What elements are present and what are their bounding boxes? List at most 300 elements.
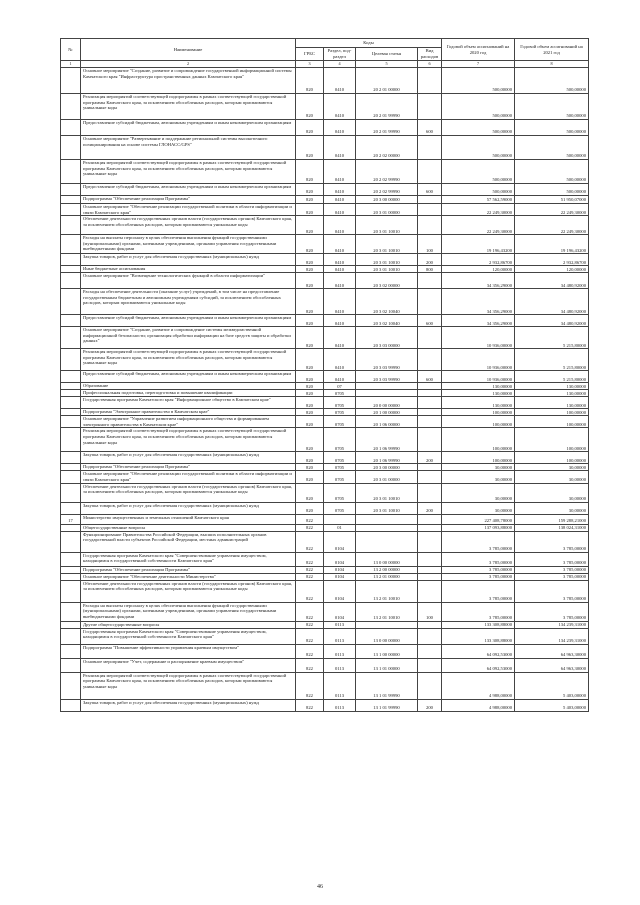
row-expense-type-code: [418, 628, 442, 644]
row-target-article-code: 13 1 01 99990: [356, 699, 418, 711]
row-name: Реализация мероприятий соответствующей подпрограммы в рамках соответствующей государственной программы Камчатского края, за исключением обособленных расходов, которым присваиваются уникальные коды: [81, 94, 296, 120]
row-number: [61, 531, 81, 552]
row-expense-type-code: [418, 552, 442, 566]
row-target-article-code: 20 2 01 99990: [356, 94, 418, 120]
row-target-article-code: 20 3 01 10010: [356, 483, 418, 502]
row-grbs-code: 820: [296, 327, 324, 349]
row-amount-2021: 120,00000: [515, 266, 589, 273]
row-number: [61, 566, 81, 573]
table-row: [61, 315, 589, 327]
row-amount-2021: 2 932,86700: [515, 254, 589, 266]
row-number: [61, 502, 81, 514]
row-razdel-code: 0410: [324, 94, 356, 120]
row-target-article-code: 20 3 00 00000: [356, 196, 418, 204]
row-razdel-code: 0410: [324, 289, 356, 315]
row-target-article-code: 20 2 02 99990: [356, 160, 418, 184]
row-number: [61, 452, 81, 464]
row-razdel-code: 0410: [324, 184, 356, 196]
row-number: [61, 160, 81, 184]
row-target-article-code: 13 1 01 00000: [356, 658, 418, 672]
row-grbs-code: 820: [296, 204, 324, 216]
row-target-article-code: [356, 390, 418, 397]
row-razdel-code: 0705: [324, 452, 356, 464]
row-razdel-code: 0410: [324, 371, 356, 383]
row-target-article-code: 20 3 01 00000: [356, 204, 418, 216]
column-index: 6: [418, 61, 442, 68]
row-expense-type-code: [418, 471, 442, 483]
table-row: [61, 464, 589, 471]
row-number: [61, 68, 81, 94]
row-grbs-code: 820: [296, 409, 324, 416]
row-amount-2021: 500,00000: [515, 184, 589, 196]
row-grbs-code: 820: [296, 428, 324, 452]
row-name: Закупка товаров, работ и услуг для обеспечения государственных (муниципальных) нужд: [81, 254, 296, 266]
row-name: Закупка товаров, работ и услуг для обеспечения государственных (муниципальных) нужд: [81, 699, 296, 711]
row-grbs-code: 820: [296, 349, 324, 371]
row-target-article-code: [356, 531, 418, 552]
row-number: [61, 266, 81, 273]
row-amount-2021: 30,00000: [515, 502, 589, 514]
row-name: Основное мероприятие "Обеспечение реализации государственной политики в области информатизации и связи Камчатского края": [81, 204, 296, 216]
row-expense-type-code: 100: [418, 602, 442, 621]
row-target-article-code: 20 3 00 00000: [356, 464, 418, 471]
row-number: [61, 94, 81, 120]
row-target-article-code: 13 1 01 99990: [356, 672, 418, 699]
row-amount-2020: 64 092,53000: [442, 658, 515, 672]
row-amount-2020: 34 356,29000: [442, 315, 515, 327]
row-amount-2020: 4 988,00000: [442, 699, 515, 711]
row-amount-2020: 10 936,00000: [442, 349, 515, 371]
column-index: 8: [515, 61, 589, 68]
table-row: [61, 514, 589, 524]
row-grbs-code: 820: [296, 371, 324, 383]
table-row: [61, 699, 589, 711]
row-expense-type-code: 200: [418, 452, 442, 464]
row-target-article-code: 20 3 03 99990: [356, 349, 418, 371]
row-amount-2020: 120,00000: [442, 266, 515, 273]
row-grbs-code: 820: [296, 254, 324, 266]
table-row: [61, 390, 589, 397]
row-target-article-code: 20 1 00 00000: [356, 409, 418, 416]
row-name: Предоставление субсидий бюджетным, автономным учреждениям и иным некоммерческим организациям: [81, 120, 296, 136]
row-amount-2020: 30,00000: [442, 502, 515, 514]
row-amount-2020: 34 356,29000: [442, 273, 515, 289]
row-expense-type-code: [418, 621, 442, 628]
row-amount-2020: 500,00000: [442, 120, 515, 136]
row-number: [61, 416, 81, 428]
row-amount-2021: 500,00000: [515, 68, 589, 94]
row-name: Реализация мероприятий соответствующей подпрограммы в рамках соответствующей государственной программы Камчатского края, за исключением обособленных расходов, которым присваиваются уникальные коды: [81, 672, 296, 699]
row-number: [61, 552, 81, 566]
row-number: [61, 327, 81, 349]
table-row: [61, 397, 589, 409]
row-target-article-code: [356, 621, 418, 628]
header-expense-type: Вид расходов: [418, 48, 442, 61]
row-amount-2021: 34 480,92000: [515, 315, 589, 327]
row-number: [61, 644, 81, 658]
row-expense-type-code: [418, 94, 442, 120]
row-expense-type-code: [418, 483, 442, 502]
row-expense-type-code: 200: [418, 699, 442, 711]
row-razdel-code: 0705: [324, 409, 356, 416]
row-expense-type-code: [418, 383, 442, 390]
row-name: Основное мероприятие "Создание, развитие и сопровождение системы межведомственной информационной безопасности; организация обработки информации на базе средств защиты и обработки данных": [81, 327, 296, 349]
table-row: [61, 602, 589, 621]
row-amount-2021: 22 249,30000: [515, 216, 589, 235]
row-name: Реализация мероприятий соответствующей подпрограммы в рамках соответствующей государственной программы Камчатского края, за исключением обособленных расходов, которым присваиваются уникальные коды: [81, 160, 296, 184]
row-name: Расходы на выплаты персоналу в целях обеспечения выполнения функций государственными (муниципальными) органами, казенными учреждениями, органами управления государственными внебюджетными фондами: [81, 602, 296, 621]
row-amount-2020: 130,00000: [442, 390, 515, 397]
row-expense-type-code: [418, 573, 442, 580]
table-row: [61, 68, 589, 94]
row-target-article-code: 13 2 00 00000: [356, 566, 418, 573]
row-expense-type-code: [418, 390, 442, 397]
row-expense-type-code: [418, 136, 442, 160]
table-row: [61, 531, 589, 552]
row-razdel-code: 0410: [324, 273, 356, 289]
row-target-article-code: 20 1 06 00000: [356, 416, 418, 428]
table-row: [61, 273, 589, 289]
row-number: [61, 464, 81, 471]
row-grbs-code: 820: [296, 315, 324, 327]
row-amount-2021: 5 215,80000: [515, 349, 589, 371]
table-row: [61, 235, 589, 254]
row-grbs-code: 822: [296, 658, 324, 672]
row-amount-2020: 133 308,88000: [442, 621, 515, 628]
table-row: [61, 658, 589, 672]
row-number: [61, 580, 81, 602]
table-row: [61, 409, 589, 416]
row-grbs-code: 820: [296, 160, 324, 184]
row-number: [61, 699, 81, 711]
row-amount-2020: 500,00000: [442, 160, 515, 184]
row-name: Основное мероприятие "Развертывание и поддержание региональной системы высокоточного позиционирования на основе системы ГЛОНАСС/GPS": [81, 136, 296, 160]
row-amount-2020: 100,00000: [442, 416, 515, 428]
row-amount-2020: 100,00000: [442, 428, 515, 452]
row-amount-2021: 51 950,07000: [515, 196, 589, 204]
row-number: [61, 371, 81, 383]
row-number: [61, 136, 81, 160]
row-razdel-code: 0113: [324, 628, 356, 644]
row-amount-2020: 30,00000: [442, 464, 515, 471]
table-row: [61, 204, 589, 216]
column-index: 4: [324, 61, 356, 68]
row-number: [61, 658, 81, 672]
row-grbs-code: 820: [296, 483, 324, 502]
row-amount-2021: 134 239,31000: [515, 621, 589, 628]
row-expense-type-code: [418, 397, 442, 409]
column-index: 1: [61, 61, 81, 68]
row-grbs-code: 820: [296, 235, 324, 254]
row-razdel-code: 0104: [324, 580, 356, 602]
row-razdel-code: 01: [324, 524, 356, 531]
row-razdel-code: 0113: [324, 699, 356, 711]
row-razdel-code: 0410: [324, 254, 356, 266]
row-grbs-code: 822: [296, 573, 324, 580]
table-row: [61, 94, 589, 120]
table-row: [61, 349, 589, 371]
row-razdel-code: 0705: [324, 397, 356, 409]
row-amount-2021: 5 403,00000: [515, 672, 589, 699]
row-grbs-code: 820: [296, 502, 324, 514]
row-amount-2021: 134 239,31000: [515, 628, 589, 644]
table-row: [61, 621, 589, 628]
row-amount-2021: 130,00000: [515, 397, 589, 409]
row-expense-type-code: [418, 273, 442, 289]
row-amount-2021: 64 963,30000: [515, 658, 589, 672]
row-target-article-code: [356, 383, 418, 390]
row-number: [61, 184, 81, 196]
row-amount-2020: 3 785,00000: [442, 552, 515, 566]
row-number: [61, 254, 81, 266]
row-number: [61, 349, 81, 371]
row-name: Предоставление субсидий бюджетным, автономным учреждениям и иным некоммерческим организациям: [81, 184, 296, 196]
row-razdel-code: 0705: [324, 464, 356, 471]
row-name: Закупка товаров, работ и услуг для обеспечения государственных (муниципальных) нужд: [81, 502, 296, 514]
row-expense-type-code: 600: [418, 184, 442, 196]
row-razdel-code: 0705: [324, 471, 356, 483]
row-amount-2020: 3 785,00000: [442, 580, 515, 602]
row-name: Государственная программа Камчатского края "Совершенствование управления имуществом, находящимся в государственной собственности Камчатского края": [81, 552, 296, 566]
row-amount-2021: 100,00000: [515, 409, 589, 416]
row-number: [61, 120, 81, 136]
row-number: [61, 428, 81, 452]
row-expense-type-code: [418, 464, 442, 471]
row-amount-2020: 500,00000: [442, 68, 515, 94]
table-body: [61, 68, 589, 712]
row-name: Реализация мероприятий соответствующей подпрограммы в рамках соответствующей государственной программы Камчатского края, за исключением обособленных расходов, которым присваиваются уникальные коды: [81, 349, 296, 371]
row-amount-2021: 100,00000: [515, 428, 589, 452]
row-razdel-code: 0113: [324, 644, 356, 658]
table-row: [61, 483, 589, 502]
table-row: [61, 502, 589, 514]
column-index: 5: [356, 61, 418, 68]
row-razdel-code: 0410: [324, 196, 356, 204]
row-target-article-code: 13 1 00 00000: [356, 644, 418, 658]
row-name: Расходы на выплаты персоналу в целях обеспечения выполнения функций государственными (муниципальными) органами, казенными учреждениями, органами управления государственными внебюджетными фондами: [81, 235, 296, 254]
row-name: Подпрограмма "Повышение эффективности управления краевым имуществом": [81, 644, 296, 658]
row-grbs-code: 822: [296, 580, 324, 602]
table-row: [61, 383, 589, 390]
row-grbs-code: 822: [296, 628, 324, 644]
row-grbs-code: 822: [296, 552, 324, 566]
row-number: [61, 390, 81, 397]
row-grbs-code: 822: [296, 699, 324, 711]
row-expense-type-code: [418, 428, 442, 452]
budget-table: [60, 38, 589, 712]
row-name: Обеспечение деятельности государственных органов власти (государственных органов) Камчатского края, за исключением обособленных расходов, которым присваиваются уникальные коды: [81, 216, 296, 235]
row-expense-type-code: 100: [418, 235, 442, 254]
row-razdel-code: 0410: [324, 216, 356, 235]
row-number: [61, 483, 81, 502]
row-target-article-code: 20 3 01 10010: [356, 254, 418, 266]
row-name: Закупка товаров, работ и услуг для обеспечения государственных (муниципальных) нужд: [81, 452, 296, 464]
row-target-article-code: 20 2 02 99990: [356, 184, 418, 196]
row-grbs-code: 820: [296, 68, 324, 94]
row-expense-type-code: [418, 327, 442, 349]
column-index: 2: [81, 61, 296, 68]
row-razdel-code: 0104: [324, 552, 356, 566]
row-razdel-code: 0410: [324, 204, 356, 216]
row-amount-2020: 3 785,00000: [442, 602, 515, 621]
row-grbs-code: 820: [296, 94, 324, 120]
row-target-article-code: 20 0 00 00000: [356, 397, 418, 409]
row-number: [61, 621, 81, 628]
table-row: [61, 573, 589, 580]
row-target-article-code: 20 3 01 10010: [356, 502, 418, 514]
table-row: [61, 136, 589, 160]
row-amount-2021: 500,00000: [515, 94, 589, 120]
row-grbs-code: 820: [296, 452, 324, 464]
row-target-article-code: 13 2 01 00000: [356, 573, 418, 580]
row-expense-type-code: [418, 349, 442, 371]
row-amount-2021: 34 480,92000: [515, 289, 589, 315]
row-name: Предоставление субсидий бюджетным, автономным учреждениям и иным некоммерческим организациям: [81, 315, 296, 327]
row-grbs-code: 820: [296, 289, 324, 315]
row-number: [61, 524, 81, 531]
row-target-article-code: 20 2 01 99990: [356, 120, 418, 136]
row-target-article-code: [356, 524, 418, 531]
table-row: [61, 120, 589, 136]
row-number: [61, 235, 81, 254]
row-amount-2020: 133 308,88000: [442, 628, 515, 644]
row-target-article-code: 20 1 06 99990: [356, 428, 418, 452]
row-amount-2020: 3 785,00000: [442, 573, 515, 580]
table-row: [61, 266, 589, 273]
column-index: 3: [296, 61, 324, 68]
row-amount-2021: 159 288,21000: [515, 514, 589, 524]
row-amount-2020: 10 936,00000: [442, 371, 515, 383]
row-expense-type-code: [418, 644, 442, 658]
row-razdel-code: 0410: [324, 349, 356, 371]
row-grbs-code: 822: [296, 514, 324, 524]
row-expense-type-code: [418, 160, 442, 184]
row-amount-2021: 30,00000: [515, 483, 589, 502]
row-amount-2021: 130,00000: [515, 383, 589, 390]
row-number: [61, 196, 81, 204]
row-number: [61, 409, 81, 416]
row-razdel-code: 0705: [324, 390, 356, 397]
row-expense-type-code: [418, 566, 442, 573]
row-target-article-code: 20 3 02 10040: [356, 289, 418, 315]
table-row: [61, 644, 589, 658]
row-expense-type-code: 200: [418, 254, 442, 266]
row-name: Образование: [81, 383, 296, 390]
row-name: Реализация мероприятий соответствующей подпрограммы в рамках соответствующей государственной программы Камчатского края, за исключением обособленных расходов, которым присваиваются уникальные коды: [81, 428, 296, 452]
row-amount-2021: 22 249,30000: [515, 204, 589, 216]
column-index: 7: [442, 61, 515, 68]
row-number: 17: [61, 514, 81, 524]
row-amount-2020: 3 785,00000: [442, 531, 515, 552]
row-amount-2021: 500,00000: [515, 136, 589, 160]
row-expense-type-code: 600: [418, 315, 442, 327]
header-num: №: [61, 39, 81, 61]
row-amount-2020: 130,00000: [442, 383, 515, 390]
row-target-article-code: 20 3 02 00000: [356, 273, 418, 289]
row-grbs-code: 822: [296, 566, 324, 573]
row-razdel-code: 07: [324, 383, 356, 390]
row-name: Профессиональная подготовка, переподготовка и повышение квалификации: [81, 390, 296, 397]
row-grbs-code: 822: [296, 621, 324, 628]
header-codes: Коды: [296, 39, 442, 48]
row-target-article-code: 13 0 00 00000: [356, 552, 418, 566]
row-amount-2020: 10 936,00000: [442, 327, 515, 349]
row-name: Другие общегосударственные вопросы: [81, 621, 296, 628]
table-row: [61, 566, 589, 573]
row-amount-2020: 500,00000: [442, 136, 515, 160]
header-year-2020: Годовой объем ассигнований на 2020 год: [442, 39, 515, 61]
row-amount-2021: 130,00000: [515, 390, 589, 397]
row-amount-2021: 100,00000: [515, 416, 589, 428]
row-target-article-code: 20 3 01 00000: [356, 471, 418, 483]
row-name: Министерство имущественных и земельных отношений Камчатского края: [81, 514, 296, 524]
row-amount-2021: 30,00000: [515, 471, 589, 483]
table-row: [61, 160, 589, 184]
row-amount-2020: 19 196,43200: [442, 235, 515, 254]
row-target-article-code: 20 2 02 00000: [356, 136, 418, 160]
row-amount-2021: 34 480,92000: [515, 273, 589, 289]
row-name: Основное мероприятие "Возмещение технологических функций в области информатизации": [81, 273, 296, 289]
header-year-2021: Годовой объем ассигнований на 2021 год: [515, 39, 589, 61]
row-amount-2021: 138 024,31000: [515, 524, 589, 531]
row-razdel-code: [324, 514, 356, 524]
row-name: Основное мероприятие "Создание, развитие и сопровождение государственной информационной системы Камчатского края "Инфраструктура пространственных данных Камчатского края": [81, 68, 296, 94]
row-number: [61, 602, 81, 621]
row-amount-2021: 100,00000: [515, 452, 589, 464]
row-razdel-code: 0104: [324, 602, 356, 621]
row-grbs-code: 820: [296, 464, 324, 471]
row-name: Подпрограмма "Электронное правительство в Камчатском крае": [81, 409, 296, 416]
table-row: [61, 471, 589, 483]
row-grbs-code: 820: [296, 416, 324, 428]
row-number: [61, 471, 81, 483]
row-razdel-code: 0104: [324, 566, 356, 573]
row-grbs-code: 820: [296, 184, 324, 196]
header-target-article: Целевая статья: [356, 48, 418, 61]
row-amount-2021: 500,00000: [515, 120, 589, 136]
row-amount-2020: 2 932,86700: [442, 254, 515, 266]
row-number: [61, 216, 81, 235]
row-name: Государственная программа Камчатского края "Совершенствование управления имуществом, находящимся в государственной собственности Камчатского края": [81, 628, 296, 644]
row-target-article-code: 20 3 03 99990: [356, 371, 418, 383]
row-amount-2020: 34 356,29000: [442, 289, 515, 315]
row-expense-type-code: [418, 672, 442, 699]
row-number: [61, 315, 81, 327]
row-number: [61, 573, 81, 580]
row-expense-type-code: [418, 416, 442, 428]
row-amount-2020: 137 093,88000: [442, 524, 515, 531]
table-row: [61, 672, 589, 699]
row-amount-2021: 3 785,00000: [515, 552, 589, 566]
table-row: [61, 428, 589, 452]
table-row: [61, 580, 589, 602]
row-razdel-code: 0410: [324, 327, 356, 349]
row-name: Предоставление субсидий бюджетным, автономным учреждениям и иным некоммерческим организациям: [81, 371, 296, 383]
row-name: Основное мероприятие "Обеспечение реализации государственной политики в области информатизации и связи Камчатского края": [81, 471, 296, 483]
row-number: [61, 273, 81, 289]
row-amount-2021: 3 785,00000: [515, 566, 589, 573]
header-grbs: ГРБС: [296, 48, 324, 61]
row-grbs-code: 820: [296, 196, 324, 204]
row-number: [61, 204, 81, 216]
row-grbs-code: 820: [296, 383, 324, 390]
row-grbs-code: 820: [296, 266, 324, 273]
row-name: Функционирование Правительства Российской Федерации, высших исполнительных органов государственной власти субъектов Российской Федерации, местных администраций: [81, 531, 296, 552]
row-grbs-code: 822: [296, 531, 324, 552]
row-razdel-code: 0410: [324, 266, 356, 273]
row-amount-2020: 30,00000: [442, 471, 515, 483]
row-razdel-code: 0410: [324, 160, 356, 184]
